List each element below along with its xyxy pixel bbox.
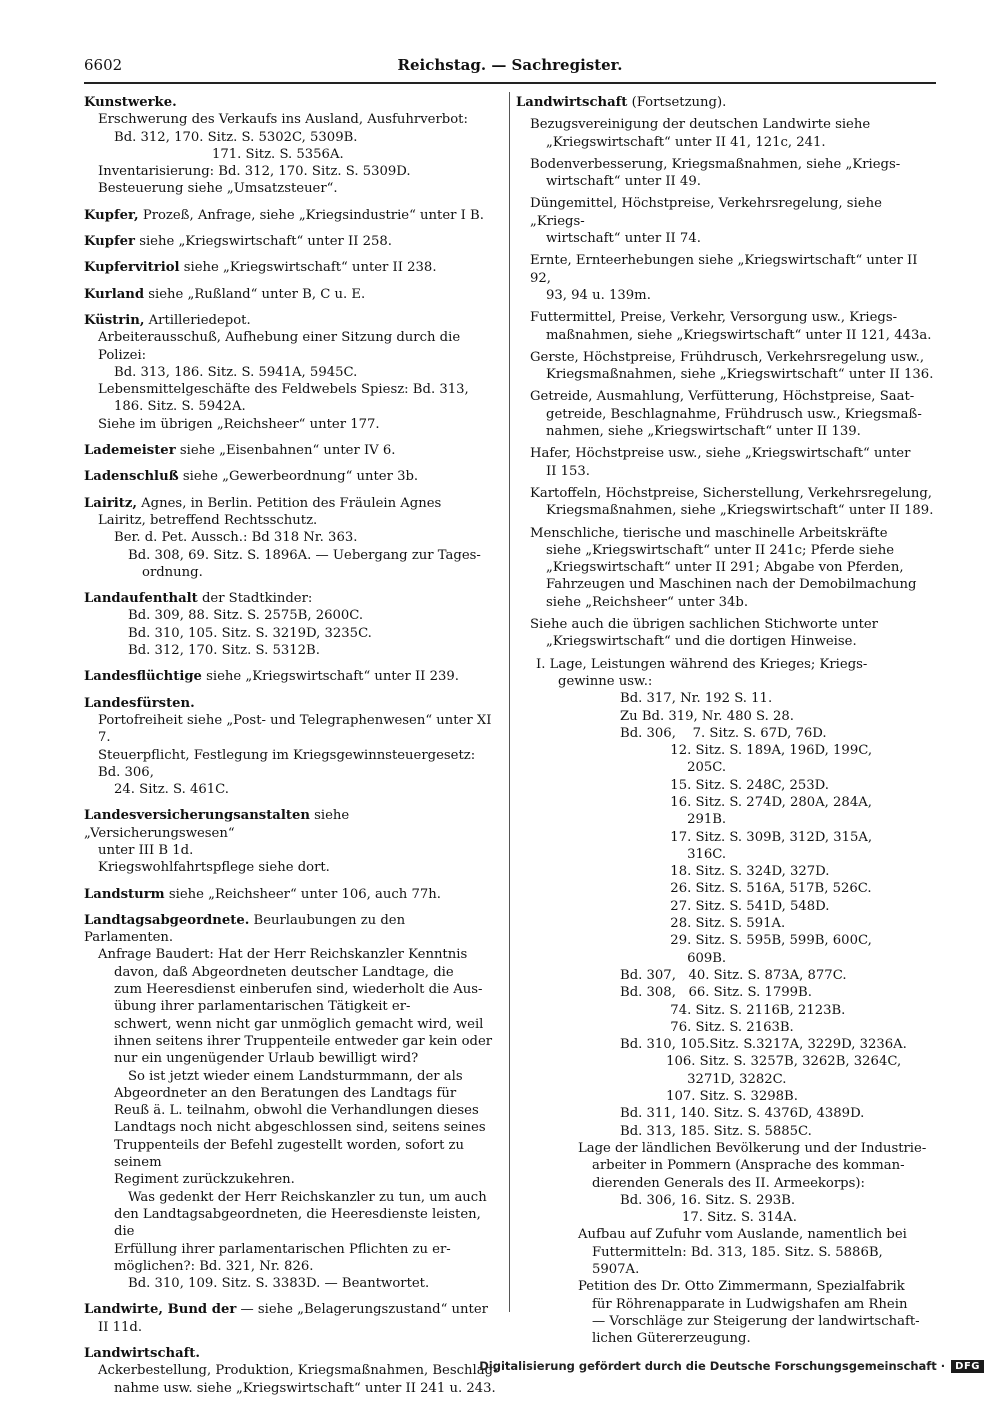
- entry-line: Abgeordneter an den Beratungen des Landtags für: [114, 1085, 457, 1101]
- index-entry: [516, 94, 936, 111]
- sub-entry: [516, 156, 936, 191]
- sub-entry: [516, 525, 936, 611]
- reference-line: 291B.: [620, 812, 727, 828]
- headword: Kupfer,: [84, 207, 139, 223]
- entry-line: Erfüllung ihrer parlamentarischen Pflichten zu er-: [114, 1241, 451, 1257]
- entry-text: der Stadtkinder:: [197, 591, 313, 607]
- left-column: [84, 94, 498, 1406]
- entry-line: übung ihrer parlamentarischen Tätigkeit er-: [114, 999, 411, 1015]
- entry-line: Düngemittel, Höchstpreise, Verkehrsregelung, siehe „Kriegs-: [530, 196, 882, 229]
- sub-entry: [516, 309, 936, 344]
- entry-line: Siehe im übrigen „Reichsheer“ unter 177.: [98, 416, 380, 432]
- digitization-footer: [479, 1359, 984, 1373]
- entry-line: Siehe auch die übrigen sachlichen Stichworte unter: [530, 617, 878, 633]
- entry-line: Ackerbestellung, Produktion, Kriegsmaßnahmen, Beschlag-: [98, 1363, 498, 1379]
- index-entry: [84, 1301, 498, 1336]
- entry-text: siehe „Versicherungswesen“: [84, 808, 350, 841]
- sub-entry: [516, 116, 936, 151]
- reference-line: Bd. 310, 105.Sitz. S.3217A, 3229D, 3236A.: [620, 1037, 907, 1053]
- running-title: Reichstag. — Sachregister.: [397, 56, 623, 74]
- section-heading: I. Lage, Leistungen während des Krieges; Kriegs-: [536, 656, 868, 672]
- entry-line: Menschliche, tierische und maschinelle Arbeitskräfte: [530, 525, 888, 541]
- entry-line: nahmen, siehe „Kriegswirtschaft“ unter II 139.: [546, 424, 861, 440]
- entry-line: möglichen?: Bd. 321, Nr. 826.: [114, 1258, 314, 1274]
- index-entry: [84, 1345, 498, 1397]
- reference-line: 316C.: [620, 846, 727, 862]
- reference-line: 17. Sitz. S. 309B, 312D, 315A,: [620, 829, 873, 845]
- entry-line: Erschwerung des Verkaufs ins Ausland, Ausfuhrverbot:: [98, 112, 468, 128]
- entry-line: wirtschaft“ unter II 74.: [546, 231, 701, 247]
- entry-line: arbeiter in Pommern (Ansprache des komman-: [592, 1158, 905, 1174]
- entry-line: Reuß ä. L. teilnahm, obwohl die Verhandlungen dieses: [114, 1103, 479, 1119]
- entry-line: Bd. 309, 88. Sitz. S. 2575B, 2600C.: [128, 608, 364, 624]
- entry-text: siehe „Reichsheer“ unter 106, auch 77h.: [164, 886, 441, 902]
- entry-line: 17. Sitz. S. 314A.: [682, 1210, 797, 1226]
- headword: Landesversicherungsanstalten: [84, 808, 310, 824]
- index-entry: [84, 94, 498, 198]
- entry-line: ihnen seitens ihrer Truppenteile entweder gar kein oder: [114, 1033, 493, 1049]
- index-entry: [84, 495, 498, 581]
- entry-text: siehe „Kriegswirtschaft“ unter II 239.: [201, 669, 459, 685]
- entry-text: siehe „Kriegswirtschaft“ unter II 258.: [135, 234, 392, 250]
- dfg-logo: DFG: [951, 1360, 984, 1373]
- entry-line: nur ein ungenügender Urlaub bewilligt wird?: [114, 1051, 419, 1067]
- entry-line: Fahrzeugen und Maschinen nach der Demobilmachung: [546, 577, 917, 593]
- index-entry: [84, 590, 498, 659]
- index-entry: [84, 668, 498, 685]
- headword: Landwirte, Bund der: [84, 1302, 237, 1318]
- reference-line: Bd. 307, 40. Sitz. S. 873A, 877C.: [620, 967, 847, 983]
- section-heading: gewinne usw.:: [558, 673, 653, 689]
- entry-line: Arbeiterausschuß, Aufhebung einer Sitzung durch die Polizei:: [98, 330, 461, 363]
- entry-line: Kriegswohlfahrtspflege siehe dort.: [98, 860, 330, 876]
- entry-line: „Kriegswirtschaft“ unter II 41, 121c, 241.: [546, 134, 826, 150]
- index-entry: [84, 233, 498, 250]
- reference-line: 74. Sitz. S. 2116B, 2123B.: [620, 1002, 846, 1018]
- reference-line: 107. Sitz. S. 3298B.: [620, 1089, 798, 1105]
- entry-line: 93, 94 u. 139m.: [546, 287, 651, 303]
- entry-line: Getreide, Ausmahlung, Verfütterung, Höchstpreise, Saat-: [530, 389, 915, 405]
- entry-line: So ist jetzt wieder einem Landsturmmann, der als: [128, 1068, 463, 1084]
- entry-line: Petition des Dr. Otto Zimmermann, Spezialfabrik: [578, 1279, 905, 1295]
- right-column: [516, 94, 936, 1347]
- entry-line: maßnahmen, siehe „Kriegswirtschaft“ unter II 121, 443a.: [546, 327, 932, 343]
- header-rule: [84, 82, 936, 84]
- column-divider: [509, 92, 510, 1312]
- headword: Kupfervitriol: [84, 260, 180, 276]
- headword: Landwirtschaft: [516, 95, 628, 110]
- index-entry: [84, 695, 498, 799]
- entry-line: unter III B 1d.: [98, 842, 194, 858]
- entry-line: 186. Sitz. S. 5942A.: [114, 399, 246, 415]
- headword: Kunstwerke.: [84, 95, 177, 110]
- entry-line: — Vorschläge zur Steigerung der landwirtschaft-: [592, 1313, 920, 1329]
- headword: Küstrin,: [84, 312, 145, 328]
- reference-line: 3271D, 3282C.: [620, 1071, 787, 1087]
- entry-line: Bd. 312, 170. Sitz. S. 5312B.: [128, 643, 320, 659]
- entry-line: Bd. 308, 69. Sitz. S. 1896A. — Uebergang zur Tages-: [128, 547, 481, 563]
- entry-line: „Kriegswirtschaft“ und die dortigen Hinweise.: [546, 634, 857, 650]
- index-entry: [84, 886, 498, 903]
- reference-line: 16. Sitz. S. 274D, 280A, 284A,: [620, 794, 872, 810]
- headword: Kurland: [84, 286, 145, 302]
- sub-entry: [516, 349, 936, 384]
- reference-line: Bd. 311, 140. Sitz. S. 4376D, 4389D.: [620, 1106, 865, 1122]
- entry-line: II 153.: [546, 463, 590, 479]
- reference-line: 27. Sitz. S. 541D, 548D.: [620, 898, 830, 914]
- headword: Ladenschluß: [84, 469, 179, 485]
- headword: Landwirtschaft.: [84, 1346, 200, 1361]
- index-entry: [84, 442, 498, 459]
- entry-line: 24. Sitz. S. 461C.: [114, 782, 229, 798]
- entry-line: Futtermitteln: Bd. 313, 185. Sitz. S. 5886B,: [592, 1244, 883, 1260]
- entry-line: getreide, Beschlagnahme, Frühdrusch usw., Kriegsmaß-: [546, 406, 922, 422]
- roman-section: [516, 656, 936, 1348]
- entry-line: lichen Gütererzeugung.: [592, 1331, 751, 1347]
- reference-line: 18. Sitz. S. 324D, 327D.: [620, 864, 830, 880]
- sub-entry: [516, 195, 936, 247]
- index-entry: [84, 807, 498, 876]
- entry-line: Kartoffeln, Höchstpreise, Sicherstellung, Verkehrsregelung,: [530, 485, 932, 501]
- entry-line: den Landtagsabgeordneten, die Heeresdienste leisten, die: [114, 1206, 481, 1240]
- entry-line: Aufbau auf Zufuhr vom Auslande, namentlich bei: [578, 1227, 907, 1243]
- reference-line: 29. Sitz. S. 595B, 599B, 600C,: [620, 933, 872, 949]
- entry-line: wirtschaft“ unter II 49.: [546, 174, 701, 190]
- entry-text: — siehe „Belagerungszustand“ unter: [236, 1302, 488, 1318]
- headword: Landaufenthalt: [84, 591, 198, 607]
- entry-line: „Kriegswirtschaft“ unter II 291; Abgabe von Pferden,: [546, 560, 904, 576]
- entry-line: Lage der ländlichen Bevölkerung und der Industrie-: [578, 1140, 927, 1156]
- entry-line: nahme usw. siehe „Kriegswirtschaft“ unter II 241 u. 243.: [114, 1380, 496, 1396]
- entry-line: siehe „Reichsheer“ unter 34b.: [546, 594, 749, 610]
- reference-line: 26. Sitz. S. 516A, 517B, 526C.: [620, 881, 872, 897]
- headword: Landesfürsten.: [84, 695, 195, 711]
- index-entry: [84, 468, 498, 485]
- sub-entry: [516, 445, 936, 480]
- entry-line: Bd. 313, 186. Sitz. S. 5941A, 5945C.: [114, 364, 358, 380]
- entry-line: Inventarisierung: Bd. 312, 170. Sitz. S. 5309D.: [98, 164, 411, 180]
- entry-line: für Röhrenapparate in Ludwigshafen am Rhein: [592, 1296, 908, 1312]
- entry-line: davon, daß Abgeordneten deutscher Landtage, die: [114, 964, 454, 980]
- entry-line: Ber. d. Pet. Aussch.: Bd 318 Nr. 363.: [114, 530, 358, 546]
- entry-line: Truppenteils der Befehl zugestellt worden, sofort zu seinem: [114, 1137, 465, 1171]
- reference-line: 12. Sitz. S. 189A, 196D, 199C,: [620, 743, 873, 759]
- reference-line: 15. Sitz. S. 248C, 253D.: [620, 777, 829, 793]
- entry-line: zum Heeresdienst einberufen sind, wiederholt die Aus-: [114, 982, 483, 998]
- entry-line: ordnung.: [142, 564, 203, 580]
- footer-text: Digitalisierung gefördert durch die Deutsche Forschungsgemeinschaft ·: [479, 1359, 946, 1373]
- entry-line: Bd. 310, 105. Sitz. S. 3219D, 3235C.: [128, 625, 372, 641]
- entry-text: siehe „Rußland“ unter B, C u. E.: [144, 286, 366, 302]
- entry-line: dierenden Generals des II. Armeekorps):: [592, 1175, 865, 1191]
- entry-line: Lebensmittelgeschäfte des Feldwebels Spiesz: Bd. 313,: [98, 382, 469, 398]
- sub-entry: [516, 1140, 936, 1226]
- sub-entry: [516, 388, 936, 440]
- entry-line: Gerste, Höchstpreise, Frühdrusch, Verkehrsregelung usw.,: [530, 349, 925, 365]
- entry-line: Regiment zurückzukehren.: [114, 1172, 295, 1188]
- headword: Lademeister: [84, 443, 176, 459]
- index-entry: [84, 286, 498, 303]
- entry-line: Kriegsmaßnahmen, siehe „Kriegswirtschaft“ unter II 189.: [546, 503, 934, 519]
- reference-line: 205C.: [620, 760, 727, 776]
- entry-line: Landtags noch nicht abgeschlossen sind, seitens seines: [114, 1120, 486, 1136]
- entry-line: Bd. 312, 170. Sitz. S. 5302C, 5309B.: [114, 129, 358, 145]
- entry-text: siehe „Eisenbahnen“ unter IV 6.: [175, 443, 396, 459]
- entry-text: Agnes, in Berlin. Petition des Fräulein Agnes: [136, 495, 442, 511]
- index-entry: [84, 912, 498, 1293]
- entry-line: Ernte, Ernteerhebungen siehe „Kriegswirtschaft“ unter II 92,: [530, 253, 918, 286]
- entry-line: Bd. 306, 16. Sitz. S. 293B.: [620, 1192, 796, 1208]
- headword: Landesflüchtige: [84, 669, 202, 685]
- entry-text: Prozeß, Anfrage, siehe „Kriegsindustrie“ unter I B.: [138, 207, 484, 223]
- entry-text: siehe „Gewerbeordnung“ unter 3b.: [178, 469, 419, 485]
- entry-line: Was gedenkt der Herr Reichskanzler zu tun, um auch: [128, 1189, 487, 1205]
- entry-line: 5907A.: [592, 1262, 640, 1277]
- reference-line: Zu Bd. 319, Nr. 480 S. 28.: [620, 708, 794, 724]
- page-number: 6602: [84, 56, 123, 74]
- headword: Lairitz,: [84, 495, 137, 511]
- index-entry: [84, 312, 498, 433]
- headword: Landsturm: [84, 886, 165, 902]
- entry-line: Lairitz, betreffend Rechtsschutz.: [98, 512, 318, 528]
- reference-line: 76. Sitz. S. 2163B.: [620, 1019, 794, 1035]
- sub-entry: [516, 1278, 936, 1347]
- reference-line: Bd. 306, 7. Sitz. S. 67D, 76D.: [620, 725, 827, 741]
- reference-line: 28. Sitz. S. 591A.: [620, 916, 786, 932]
- entry-line: Bezugsvereinigung der deutschen Landwirte siehe: [530, 117, 871, 133]
- entry-line: Hafer, Höchstpreise usw., siehe „Kriegswirtschaft“ unter: [530, 446, 911, 462]
- entry-line: Portofreiheit siehe „Post- und Telegraphenwesen“ unter XI 7.: [98, 712, 492, 746]
- page-header: [84, 56, 936, 82]
- headword: Landtagsabgeordnete.: [84, 912, 250, 928]
- entry-line: Anfrage Baudert: Hat der Herr Reichskanzler Kenntnis: [98, 947, 468, 963]
- index-entry: [84, 259, 498, 276]
- reference-line: 106. Sitz. S. 3257B, 3262B, 3264C,: [620, 1054, 902, 1070]
- sub-entry: [516, 252, 936, 304]
- reference-line: Bd. 313, 185. Sitz. S. 5885C.: [620, 1123, 812, 1139]
- sub-entry: [516, 1226, 936, 1278]
- entry-line: schwert, wenn nicht gar unmöglich gemacht wird, weil: [114, 1016, 484, 1032]
- entry-line: 171. Sitz. S. 5356A.: [212, 146, 344, 162]
- sub-entry: [516, 485, 936, 520]
- entry-text: siehe „Kriegswirtschaft“ unter II 238.: [179, 260, 437, 276]
- entry-line: II 11d.: [98, 1319, 143, 1335]
- index-entry: [84, 207, 498, 224]
- entry-text: (Fortsetzung).: [627, 95, 727, 110]
- entry-line: Besteuerung siehe „Umsatzsteuer“.: [98, 181, 338, 197]
- entry-line: Futtermittel, Preise, Verkehr, Versorgung usw., Kriegs-: [530, 310, 898, 326]
- sub-entry: [516, 616, 936, 651]
- entry-text: Beurlaubungen zu den Parlamenten.: [84, 912, 406, 946]
- entry-line: Bd. 310, 109. Sitz. S. 3383D. — Beantwortet.: [128, 1276, 430, 1292]
- entry-line: Bodenverbesserung, Kriegsmaßnahmen, siehe „Kriegs-: [530, 156, 901, 172]
- entry-text: Artilleriedepot.: [144, 312, 251, 328]
- reference-line: Bd. 317, Nr. 192 S. 11.: [620, 691, 773, 707]
- reference-line: 609B.: [620, 950, 727, 966]
- headword: Kupfer: [84, 234, 135, 250]
- entry-line: Steuerpflicht, Festlegung im Kriegsgewinnsteuergesetz: Bd. 306,: [98, 747, 476, 780]
- entry-line: Kriegsmaßnahmen, siehe „Kriegswirtschaft“ unter II 136.: [546, 367, 934, 383]
- entry-line: siehe „Kriegswirtschaft“ unter II 241c; Pferde siehe: [546, 542, 895, 558]
- reference-line: Bd. 308, 66. Sitz. S. 1799B.: [620, 985, 812, 1001]
